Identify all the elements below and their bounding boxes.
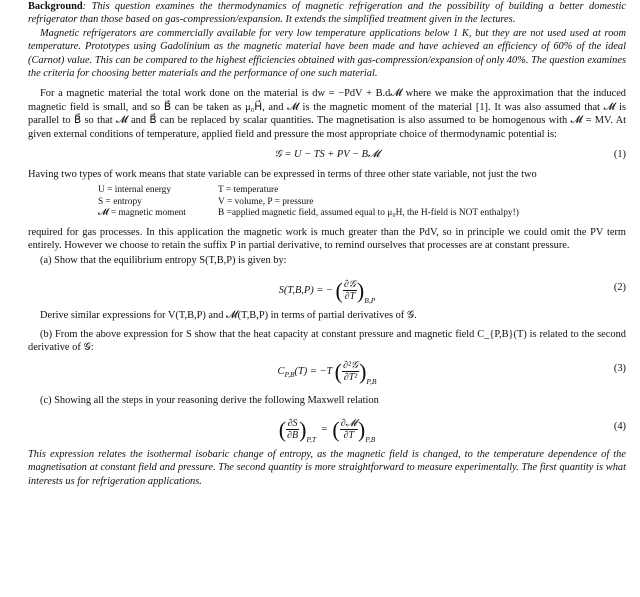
background-paragraph-2: Magnetic refrigerators are commercially available for very low temperature applications below 1 K, but they are not used used at room temperature. Prototypes using Gadolinium as the magnetic material have been made and have achieved an efficiency of 60% of the ideal (Carnot) value. This can be compared to the highest efficiencies obtained with gas-compression/expansion of only 40%. The question examines the criteria for choosing better materials and the performance of one such material. [28, 27, 626, 80]
def-left: 𝓜 = magnetic moment [98, 208, 186, 219]
required-paragraph: required for gas processes. In this application the magnetic work is much greater than the PdV, so in principle we could omit the PV term entirely. However we choose to retain the suffix P in partial derivative, to remind ourselves that processes are at constant pressure. [28, 226, 626, 252]
question-a: (a) Show that the equilibrium entropy S(T,B,P) is given by: [40, 254, 287, 266]
equation-3-fraction: $\frac{\text{∂²𝒢}}{\text{∂T²}}$ [343, 360, 359, 384]
equation-4-left-fraction: $\frac{\partial S}{\partial B}$ [287, 417, 299, 441]
question-c: (c) Showing all the steps in your reasoning derive the following Maxwell relation [40, 395, 379, 407]
def-left: U = internal energy [98, 185, 172, 196]
def-right: V = volume, P = pressure [218, 196, 314, 207]
equation-2-fraction: $\frac{\text{∂𝒢}}{\partial T}$ [343, 279, 356, 303]
equation-1-number: (1) [613, 149, 626, 161]
equation-3: $C_{P,B}(T) = -T$ ( $\frac{\text{∂²𝒢}}{\text{∂T²}}$ )$_{P,B}$ (3) [277, 359, 626, 387]
equation-3-number: (3) [613, 363, 626, 375]
derive-paragraph: Derive similar expressions for V(T,B,P) and 𝓜(T,B,P) in terms of partial derivatives of 𝒢. [40, 310, 417, 322]
def-right: T = temperature [218, 185, 279, 196]
equation-2-lhs: S(T,B,P) = − [278, 285, 333, 297]
background-heading: Background [28, 1, 83, 12]
definitions-list [98, 185, 626, 220]
def-left: S = entropy [98, 196, 142, 207]
equation-4: ( $\frac{\partial S}{\partial B}$ )$_{P,T}$ = ( $\frac{\text{∂𝓜}}{\partial T}$ )$_{P,B}$ (4) [278, 416, 626, 444]
two-types-paragraph: Having two types of work means that state variable can be expressed in terms of three other state variable, not just the two [28, 169, 537, 181]
equation-4-right-fraction: $\frac{\text{∂𝓜}}{\partial T}$ [340, 417, 357, 441]
def-right: B =applied magnetic field, assumed equal to μ₀H, the H-field is NOT enthalpy!) [218, 208, 519, 219]
equation-2-number: (2) [613, 282, 626, 294]
equation-1 [28, 148, 626, 164]
closing-paragraph: This expression relates the isothermal isobaric change of entropy, as the magnetic field is changed, to the temperature dependence of the magnetisation at constant field and pressure. The second quantity is more straightforward to measure experimentally. The first quantity is what interests us for refrigeration applications. [28, 448, 626, 487]
equation-2: S(T,B,P) = − ( $\frac{\text{∂𝒢}}{\partial T}$ )$_{B,P}$ (2) [278, 277, 626, 306]
question-b: (b) From the above expression for S show that the heat capacity at constant pressure and magnetic field C_{P,B}(T) is related to the second derivative of 𝒢: [28, 328, 626, 353]
intro-paragraph: For a magnetic material the total work done on the material is dw = −PdV + B.d𝓜 where we make the approximation that the induced magnetic field is small, and so B⃗ can be taken as μ₀H⃗, and 𝓜 is the magnetic moment of the material [1]. It was also assumed that 𝓜 is parallel to B⃗ so that 𝓜 and B⃗ can be replaced by scalar quantities. The magnetisation is also assumed to be homogenous with 𝓜 = MV. At given external conditions of temperature, applied field and pressure the most appropriate choice of thermodynamic potential is: [28, 88, 626, 140]
background-paragraph: Background: This question examines the thermodynamics of magnetic refrigeration and the possibility of building a better domestic refrigerator than those based on gas-compression/expansion. It extends the simplified treatment given in the lectures. [28, 1, 626, 26]
equation-1-expr: 𝒢 = U − TS + PV − B𝓜 [274, 149, 380, 161]
equation-4-number: (4) [613, 420, 626, 432]
